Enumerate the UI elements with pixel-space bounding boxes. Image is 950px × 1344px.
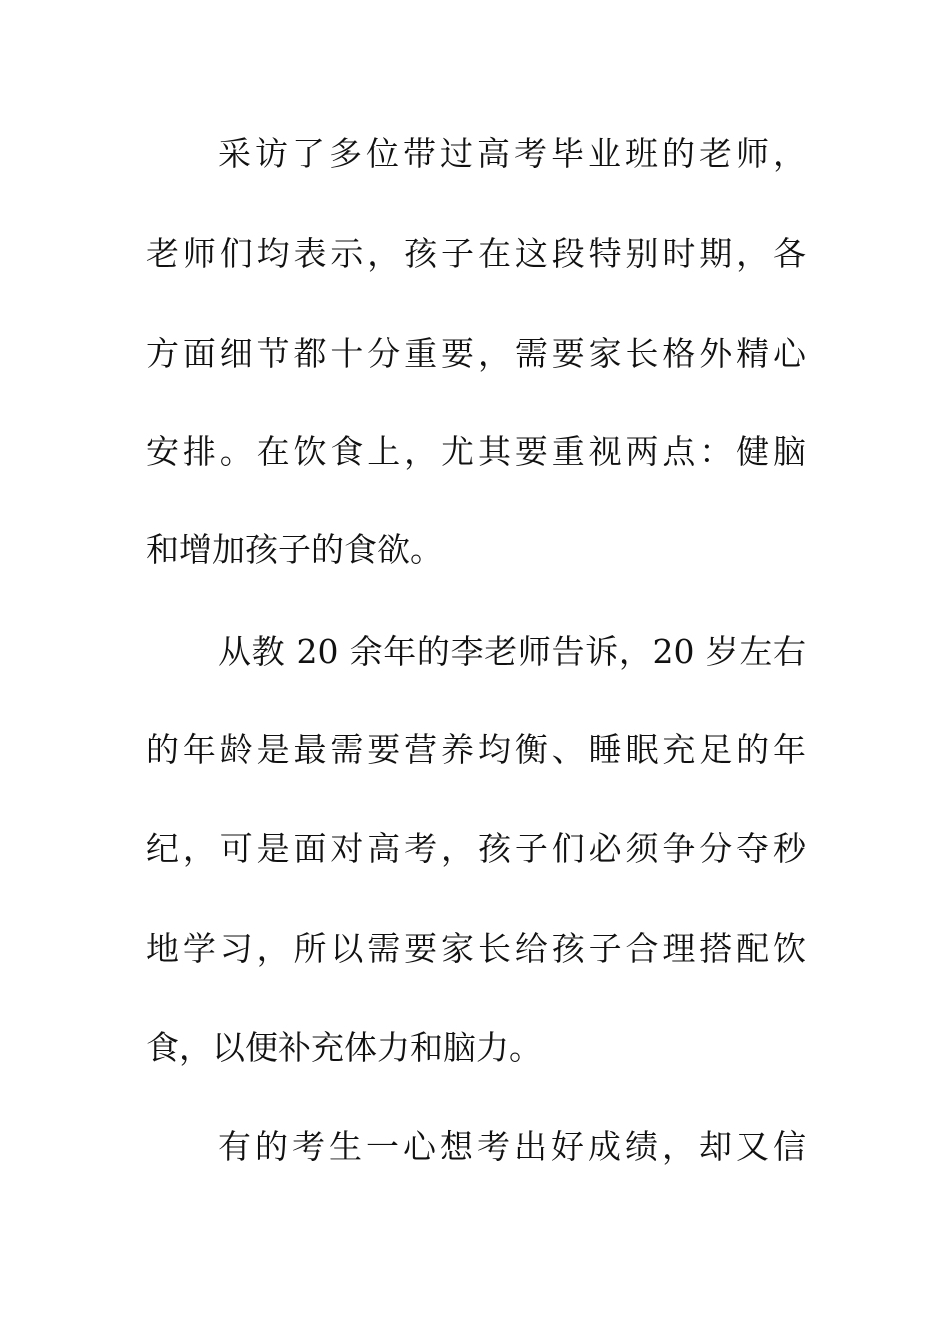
text-line: 食，以便补充体力和脑力。 bbox=[146, 1028, 542, 1067]
text-line: 的年龄是最需要营养均衡、睡眠充足的年 bbox=[146, 730, 806, 769]
text-line: 方面细节都十分重要，需要家长格外精心 bbox=[146, 334, 806, 373]
text-line: 采访了多位带过高考毕业班的老师， bbox=[218, 134, 806, 173]
text-line: 纪，可是面对高考，孩子们必须争分夺秒 bbox=[146, 829, 806, 868]
text-line: 有的考生一心想考出好成绩，却又信 bbox=[218, 1127, 806, 1166]
text-line: 从教 20 余年的李老师告诉，20 岁左右 bbox=[218, 632, 806, 671]
text-line: 老师们均表示，孩子在这段特别时期，各 bbox=[146, 234, 806, 273]
text-line: 安排。在饮食上，尤其要重视两点：健脑 bbox=[146, 432, 806, 471]
text-line: 和增加孩子的食欲。 bbox=[146, 530, 443, 569]
text-line: 地学习，所以需要家长给孩子合理搭配饮 bbox=[146, 929, 806, 968]
